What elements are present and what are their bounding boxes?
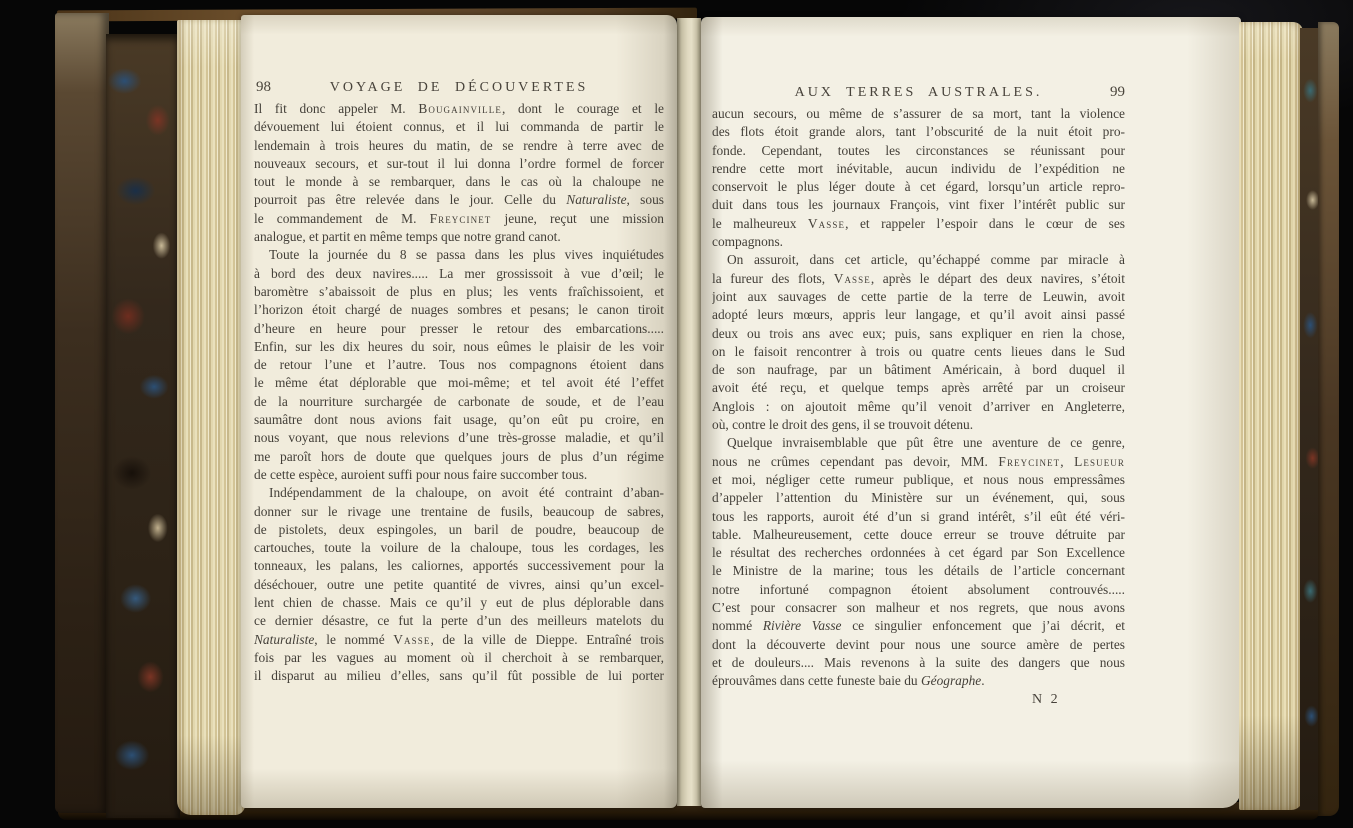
text-line: on le faisoit rencontrer à trois ou quatre cents lieues dans le Sud <box>712 343 1125 359</box>
text-line: joint aux sauvages de cette partie de la terre de Leuwin, avoit <box>712 288 1125 304</box>
signature-mark: N 2 <box>1032 691 1061 707</box>
text-line: à bord des deux navires..... La mer grossissoit à vue d’œil; le <box>254 265 664 281</box>
book-cover-left-board <box>55 13 109 813</box>
text-line: conservoit le plus léger doute à cet égard, lorsqu’un article repro- <box>712 179 1125 195</box>
text-line: dont la découverte devint pour nous une source amère de pertes <box>712 636 1125 652</box>
text-line: tonneaux, les palans, les caliornes, apportés successivement pour la <box>254 558 664 574</box>
text-line: saumâtre dont nous avions fait usage, qu’on eût pu croire, en <box>254 412 664 428</box>
text-line: le Ministre de la marine; tous les détails de l’article concernant <box>712 563 1125 579</box>
text-line: table. Malheureusement, cette douce erreur se trouve détruite par <box>712 526 1125 542</box>
text-line: aucun secours, ou même de s’assurer de sa mort, tant la violence <box>712 106 1125 121</box>
text-line: nouveaux secours, et sur-tout il lui donna l’ordre formel de forcer <box>254 155 664 171</box>
text-line: éprouvâmes dans cette funeste baie du Géographe. <box>712 673 985 689</box>
text-line: duit dans tous les journaux François, vint fixer l’intérêt public sur <box>712 197 1125 213</box>
text-line: le même état déplorable que moi-même; et tel avoit été l’effet <box>254 375 664 391</box>
page-number-left: 98 <box>256 79 271 95</box>
text-line: de la nourriture surchargée de carbonate de soude, et de l’eau <box>254 393 664 409</box>
left-page-text <box>254 100 664 686</box>
text-line: Toute la journée du 8 se passa dans les plus vives inquiétudes <box>269 247 664 263</box>
text-line: Enfin, sur les dix heures du soir, nous eûmes le plaisir de les voir <box>254 338 664 354</box>
text-line: deux ou trois ans avec eux; puis, sans expliquer en rien la chose, <box>712 325 1125 341</box>
text-line: On assuroit, dans cet article, qu’échappé comme par miracle à <box>727 252 1125 268</box>
text-line: le malheureux Vasse, et rappeler l’espoir dans le cœur de ses <box>712 215 1125 231</box>
text-line: pourroit pas être relevée dans le jour. Celle du Naturaliste, sous <box>254 192 664 208</box>
text-line: d’heure en heure pour presser le retour des embarcations..... <box>254 320 664 336</box>
text-line: nous voyant, que nous relevions d’une très-grosse maladie, et qu’il <box>254 430 664 446</box>
page-block-edge-right <box>1239 22 1303 810</box>
left-page-header <box>254 80 664 99</box>
right-page-header <box>712 85 1125 104</box>
text-line: la fureur des flots, Vasse, après le départ des deux navires, s’étoit <box>712 270 1125 286</box>
text-line: cartouches, toute la voilure de la chaloupe, tous les cordages, les <box>254 540 664 556</box>
text-line: de pistolets, deux espingoles, un baril de poudre, beaucoup de <box>254 521 664 537</box>
text-line: fois par les vagues au moment où il cherchoit à se rembarquer, <box>254 649 664 665</box>
running-title-left: VOYAGE DE DÉCOUVERTES <box>329 80 589 95</box>
text-line: compagnons. <box>712 234 784 250</box>
page-block-edge-left <box>177 20 245 815</box>
book-cover-right-board <box>1318 22 1339 816</box>
text-line: Anglois : on ajoutoit même qu’il venoit d’arriver en Angleterre, <box>712 398 1125 414</box>
text-line: et moi, négliger cette rumeur publique, et nous nous empressâmes <box>712 471 1125 487</box>
text-line: le résultat des recherches ordonnées à cet égard par Son Excellence <box>712 545 1125 561</box>
text-line: des flots étoit grande alors, tant l’obscurité de la nuit étoit pro- <box>712 124 1125 140</box>
text-line: C’est pour consacrer son malheur et nos regrets, que nous avons <box>712 600 1125 616</box>
text-line: lent chien de chasse. Mais ce qu’il y eut de plus déplorable dans <box>254 595 664 611</box>
text-line: d’appeler l’attention du Ministère sur un événement, qui, sous <box>712 490 1125 506</box>
text-line: notre infortuné compagnon étoient absolument controuvés..... <box>712 581 1125 597</box>
text-line: déséchouer, outre une petite quantité de vivres, ainsi qu’un excel- <box>254 576 664 592</box>
running-title-right: AUX TERRES AUSTRALES. <box>794 85 1043 100</box>
marbled-endpaper-left <box>106 34 180 818</box>
text-line: Quelque invraisemblable que pût être une aventure de ce genre, <box>727 435 1125 451</box>
text-line: Naturaliste, le nommé Vasse, de la ville de Dieppe. Entraîné trois <box>254 631 664 647</box>
text-line: le commandement de M. Freycinet jeune, reçut une mission <box>254 210 664 226</box>
page-number-right: 99 <box>1110 84 1125 100</box>
right-page-content <box>712 85 1125 708</box>
text-line: lendemain à trois heures du matin, de se rendre à terre avec de <box>254 137 664 153</box>
text-line: l’horizon étoit chargé de nuages sombres et pesans; le canon tiroit <box>254 302 664 318</box>
text-line: dévouement lui étoient connus, et il lui commanda de partir le <box>254 119 664 135</box>
right-page-text <box>712 105 1125 691</box>
text-line: avoit été reçu, et quelque temps après arrêté par un croiseur <box>712 380 1125 396</box>
text-line: Indépendamment de la chaloupe, on avoit été contraint d’aban- <box>269 485 664 501</box>
text-line: baromètre s’abaissoit de plus en plus; les vents fraîchissoient, et <box>254 283 664 299</box>
text-line: de cette espèce, auroient suffi pour nous faire succomber tous. <box>254 466 588 482</box>
text-line: il disparut au milieu d’elles, sans qu’il fût possible de lui porter <box>254 668 664 684</box>
text-line: me paroît hors de doute que quelques jours de plus d’un régime <box>254 448 664 464</box>
book-gutter <box>677 18 701 806</box>
text-line: où, contre le droit des gens, il se trouvoit détenu. <box>712 417 974 433</box>
text-line: et de douleurs.... Mais revenons à la suite des dangers que nous <box>712 654 1125 670</box>
text-line: de son naufrage, par un bâtiment Américain, à bord duquel il <box>712 362 1125 378</box>
text-line: nommé Rivière Vasse ce singulier enfoncement que j’ai décrit, et <box>712 618 1125 634</box>
text-line: tous les rapports, auroit été d’un si grand intérêt, s’il eût été véri- <box>712 508 1125 524</box>
text-line: donner sur le rivage une trentaine de fusils, beaucoup de sabres, <box>254 503 664 519</box>
text-line: ce dernier désastre, ce fut la perte d’un des meilleurs matelots du <box>254 613 664 629</box>
text-line: de retour l’une et l’autre. Tous nos compagnons étoient dans <box>254 357 664 373</box>
text-line: rendre cette mort inévitable, aucun individu de l’expédition ne <box>712 160 1125 176</box>
text-line: tout le monde à se rembarquer, dans le cas où la chaloupe ne <box>254 174 664 190</box>
text-line: fonde. Cependant, toutes les circonstances se réunissant pour <box>712 142 1125 158</box>
text-line: nous ne crûmes cependant pas devoir, MM. Freycinet, Lesueur <box>712 453 1125 469</box>
left-page-content <box>254 80 664 686</box>
text-line: Il fit donc appeler M. Bougainville, dont le courage et le <box>254 101 664 116</box>
text-line: adopté leurs mœurs, appris leur langage, et qu’il avoit ainsi passé <box>712 307 1125 323</box>
text-line: analogue, et partit en même temps que notre grand canot. <box>254 229 561 245</box>
